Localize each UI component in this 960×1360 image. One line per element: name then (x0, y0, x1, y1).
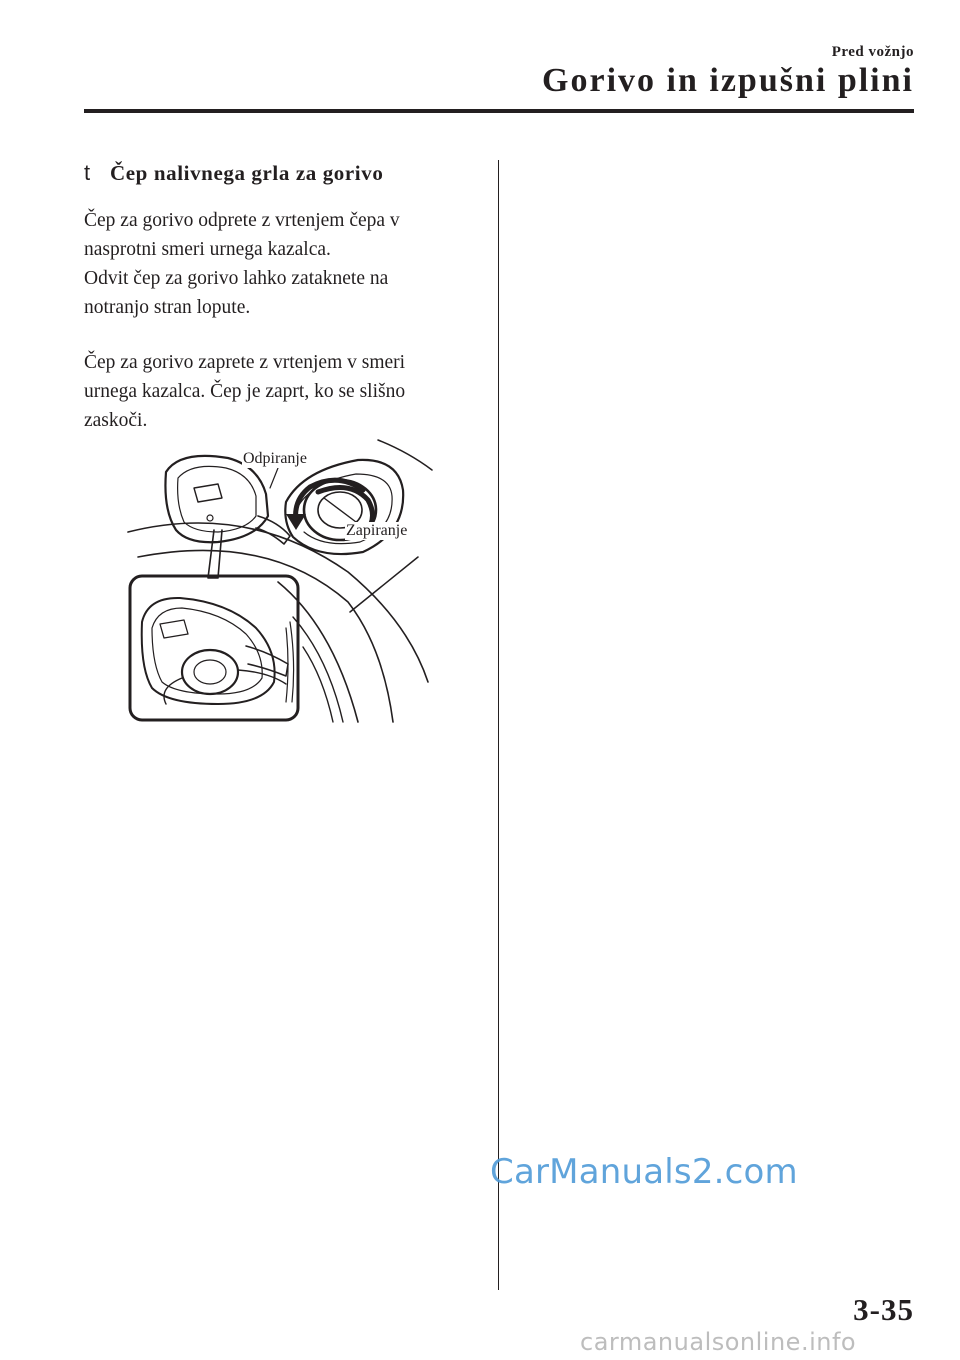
wheel-arch-line (303, 647, 333, 722)
door-hinge (256, 516, 290, 544)
door-hole (207, 515, 213, 521)
paragraph-closing (84, 348, 484, 435)
header-section-name: Pred vožnjo (831, 44, 914, 60)
label-leader-open (270, 468, 278, 488)
footer-url: carmanualsonline.info (580, 1328, 857, 1356)
page-number: 3-35 (853, 1292, 914, 1327)
fuel-cap-grip (324, 498, 356, 522)
label-opening: Odpiranje (243, 450, 307, 467)
bullet-icon: t (84, 160, 91, 185)
text-line: zaskoči. (84, 410, 148, 431)
header-rule (84, 109, 914, 113)
text-line: urnega kazalca. Čep je zaprt, ko se slišno (84, 381, 406, 402)
text-line: nasprotni smeri urnega kazalca. (84, 239, 331, 260)
label-closing: Zapiranje (346, 522, 408, 539)
column-divider (498, 160, 499, 1290)
watermark: CarManuals2.com (490, 1152, 798, 1192)
callout-leader (208, 530, 222, 578)
stowed-cap-inner (194, 660, 226, 684)
paragraph-opening (84, 206, 484, 322)
text-line: Čep za gorivo zaprete z vrtenjem v smeri (84, 352, 406, 373)
text-line: Odvit čep za gorivo lahko zataknete na (84, 268, 389, 289)
stowed-cap-outer (182, 650, 238, 694)
text-line: notranjo stran lopute. (84, 297, 251, 318)
inset-latch (160, 620, 188, 638)
panel-seam-line (350, 557, 418, 612)
page-title: Gorivo in izpušni plini (542, 62, 914, 99)
fuel-cap-section (84, 160, 484, 461)
wheel-arch-line (293, 617, 343, 722)
section-heading-text: Čep nalivnega grla za gorivo (110, 161, 384, 185)
fuel-cap-illustration (118, 432, 444, 732)
inset-frame (130, 576, 298, 720)
inset-panel-lines (286, 622, 294, 702)
fuel-cap-drawing (118, 432, 444, 732)
text-line: Čep za gorivo odprete z vrtenjem čepa v (84, 210, 400, 231)
section-heading (84, 160, 484, 186)
door-latch (194, 484, 222, 502)
